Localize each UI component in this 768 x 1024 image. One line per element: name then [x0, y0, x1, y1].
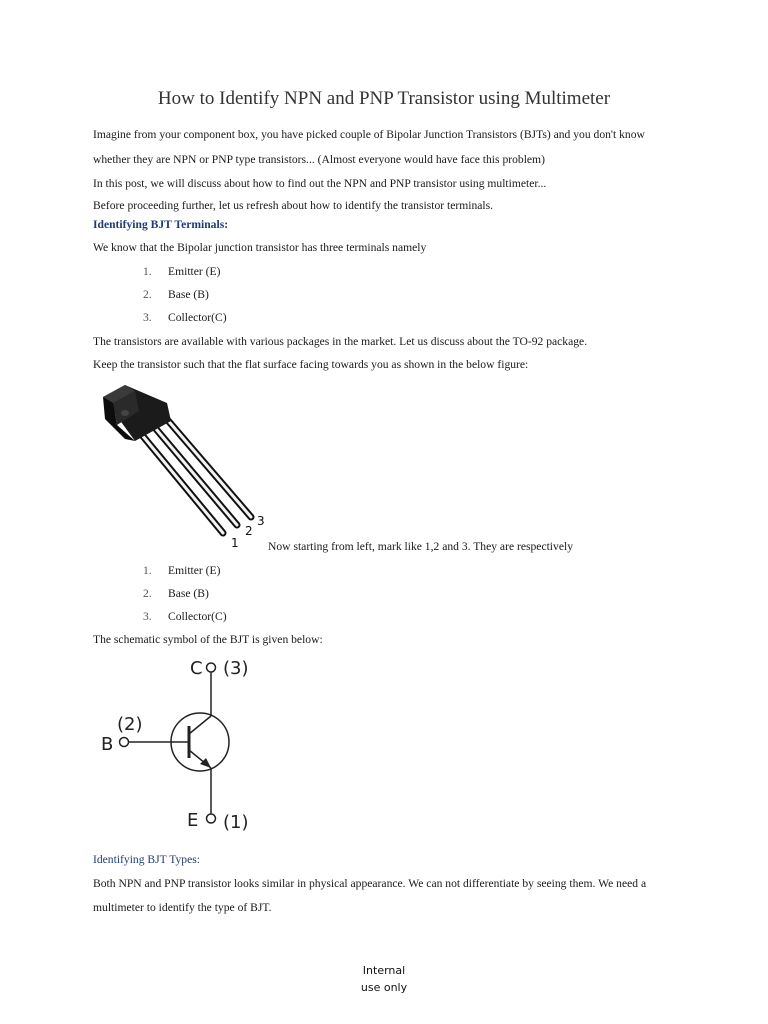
list2-item-base: Base (B) [168, 587, 209, 600]
list2-item-collector: Collector(C) [168, 610, 227, 623]
list1-item-base: Base (B) [168, 288, 209, 301]
collector-label: C [190, 658, 203, 679]
post-intro-paragraph: In this post, we will discuss about how to find out the NPN and PNP transistor using multimeter... [93, 177, 547, 190]
list2-number-1: 1. [143, 564, 152, 577]
starting-paragraph: Now starting from left, mark like 1,2 and 3. They are respectively [268, 540, 573, 553]
list2-item-emitter: Emitter (E) [168, 564, 221, 577]
footer-internal: Internal [362, 964, 406, 977]
before-paragraph: Before proceeding further, let us refresh about how to identify the transistor terminals. [93, 199, 494, 212]
intro-line-2: whether they are NPN or PNP type transistors... (Almost everyone would have face this problem) [93, 153, 545, 166]
base-terminal [120, 738, 129, 747]
list1-number-1: 1. [143, 265, 152, 278]
footer-use-only: use only [360, 981, 408, 994]
intro-line-1: Imagine from your component box, you have picked couple of Bipolar Junction Transistors (BJTs) and you don't know [93, 128, 645, 141]
bjt-schematic-figure [95, 648, 275, 836]
pin-label-1: 1 [231, 536, 239, 550]
packages-paragraph: The transistors are available with various packages in the market. Let us discuss about the TO-92 package. [93, 335, 588, 348]
heading-bjt-types: Identifying BJT Types: [93, 853, 200, 866]
both-line-2: multimeter to identify the type of BJT. [93, 901, 272, 914]
page-title: How to Identify NPN and PNP Transistor using Multimeter [157, 88, 611, 109]
pin-label-3: 3 [257, 514, 265, 528]
to92-transistor-figure [95, 383, 275, 551]
list1-item-emitter: Emitter (E) [168, 265, 221, 278]
collector-terminal [207, 663, 216, 672]
base-label: B [101, 734, 114, 755]
collector-number: (3) [223, 658, 249, 679]
pin-label-2: 2 [245, 524, 253, 538]
list1-item-collector: Collector(C) [168, 311, 227, 324]
list1-number-2: 2. [143, 288, 152, 301]
list2-number-2: 2. [143, 587, 152, 600]
emitter-number: (1) [223, 812, 249, 833]
list1-number-3: 3. [143, 311, 152, 324]
three-terminals-paragraph: We know that the Bipolar junction transistor has three terminals namely [93, 241, 427, 254]
emitter-label: E [187, 810, 199, 831]
heading-bjt-terminals: Identifying BJT Terminals: [93, 218, 229, 231]
keep-paragraph: Keep the transistor such that the flat surface facing towards you as shown in the below figure: [93, 358, 529, 371]
both-line-1: Both NPN and PNP transistor looks similar in physical appearance. We can not differentiate by seeing them. We need a [93, 877, 647, 890]
schematic-paragraph: The schematic symbol of the BJT is given below: [93, 633, 323, 646]
list2-number-3: 3. [143, 610, 152, 623]
emitter-terminal [207, 814, 216, 823]
base-number: (2) [117, 714, 143, 735]
